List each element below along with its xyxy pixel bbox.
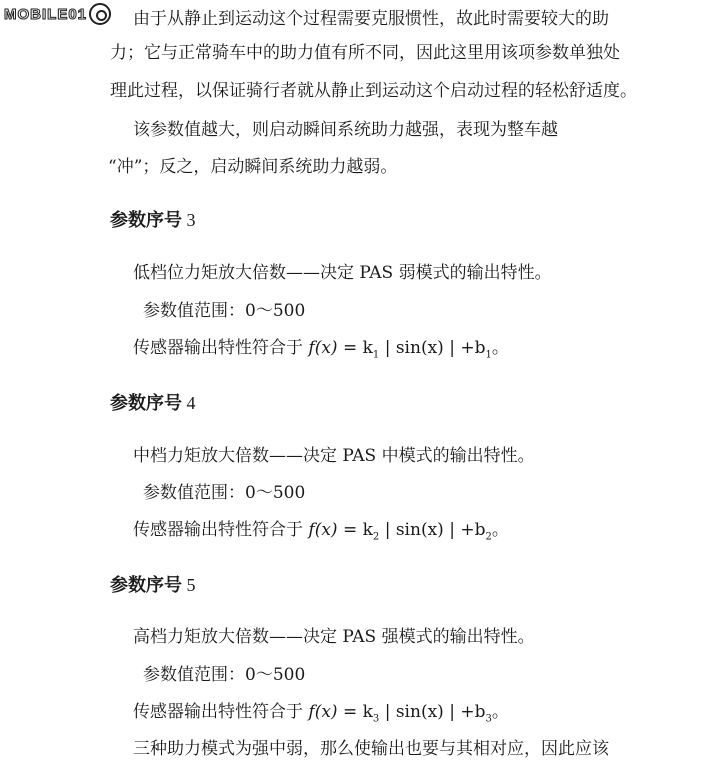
formula-prefix: 传感器输出特性符合于 (133, 338, 309, 358)
section-heading-3 (110, 208, 196, 232)
formula-k-sub: 2 (372, 531, 380, 543)
section4-description: 中档力矩放大倍数——决定 PAS 中模式的输出特性。 (133, 446, 535, 466)
section5-range: 参数值范围：0～500 (143, 665, 306, 685)
section5-formula (133, 701, 509, 730)
section3-description: 低档位力矩放大倍数——决定 PAS 弱模式的输出特性。 (133, 263, 552, 283)
section3-range: 参数值范围：0～500 (143, 301, 306, 321)
formula-fx: f(x) (308, 520, 338, 540)
watermark-text: MOBILE01 (4, 5, 88, 23)
formula-mid2: | sin(x) | +b (379, 702, 486, 722)
formula-b-sub: 2 (485, 531, 492, 543)
formula-end: 。 (491, 702, 509, 722)
formula-prefix: 传感器输出特性符合于 (133, 702, 309, 722)
formula-end: 。 (491, 520, 509, 540)
heading-label: 参数序号 (110, 393, 182, 413)
heading-number: 3 (186, 210, 196, 230)
para1-line2: 力；它与正常骑车中的助力值有所不同，因此这里用该项参数单独处 (110, 43, 620, 63)
para2-line1: 该参数值越大，则启动瞬间系统助力越强，表现为整车越 (133, 120, 558, 140)
formula-fx: f(x) (308, 338, 338, 358)
formula-k-sub: 1 (372, 349, 380, 361)
para2-line2: “冲”；反之，启动瞬间系统助力越弱。 (108, 157, 398, 177)
section4-formula (133, 519, 509, 548)
heading-label: 参数序号 (110, 210, 182, 230)
section3-formula (133, 337, 509, 366)
formula-k-sub: 3 (372, 713, 380, 725)
formula-mid: = k (337, 338, 373, 358)
para1-line1: 由于从静止到运动这个过程需要克服惯性，故此时需要较大的助 (133, 9, 609, 29)
heading-number: 4 (186, 393, 196, 413)
formula-mid: = k (337, 520, 373, 540)
formula-mid: = k (337, 702, 373, 722)
logo-ball-icon (89, 3, 111, 25)
formula-mid2: | sin(x) | +b (379, 338, 486, 358)
formula-prefix: 传感器输出特性符合于 (133, 520, 309, 540)
heading-number: 5 (186, 575, 196, 595)
formula-mid2: | sin(x) | +b (379, 520, 486, 540)
para1-line3: 理此过程，以保证骑行者就从静止到运动这个启动过程的轻松舒适度。 (110, 81, 637, 101)
formula-b-sub: 1 (485, 349, 492, 361)
section5-description: 高档力矩放大倍数——决定 PAS 强模式的输出特性。 (133, 627, 535, 647)
heading-label: 参数序号 (110, 575, 182, 595)
formula-b-sub: 3 (485, 713, 492, 725)
formula-fx: f(x) (308, 702, 338, 722)
section-heading-5 (110, 573, 196, 597)
mobile01-watermark-logo (4, 3, 111, 25)
section-heading-4 (110, 391, 196, 415)
section4-range: 参数值范围：0～500 (143, 483, 306, 503)
formula-end: 。 (491, 338, 509, 358)
closing-line: 三种助力模式为强中弱，那么使输出也要与其相对应，因此应该 (133, 739, 609, 759)
